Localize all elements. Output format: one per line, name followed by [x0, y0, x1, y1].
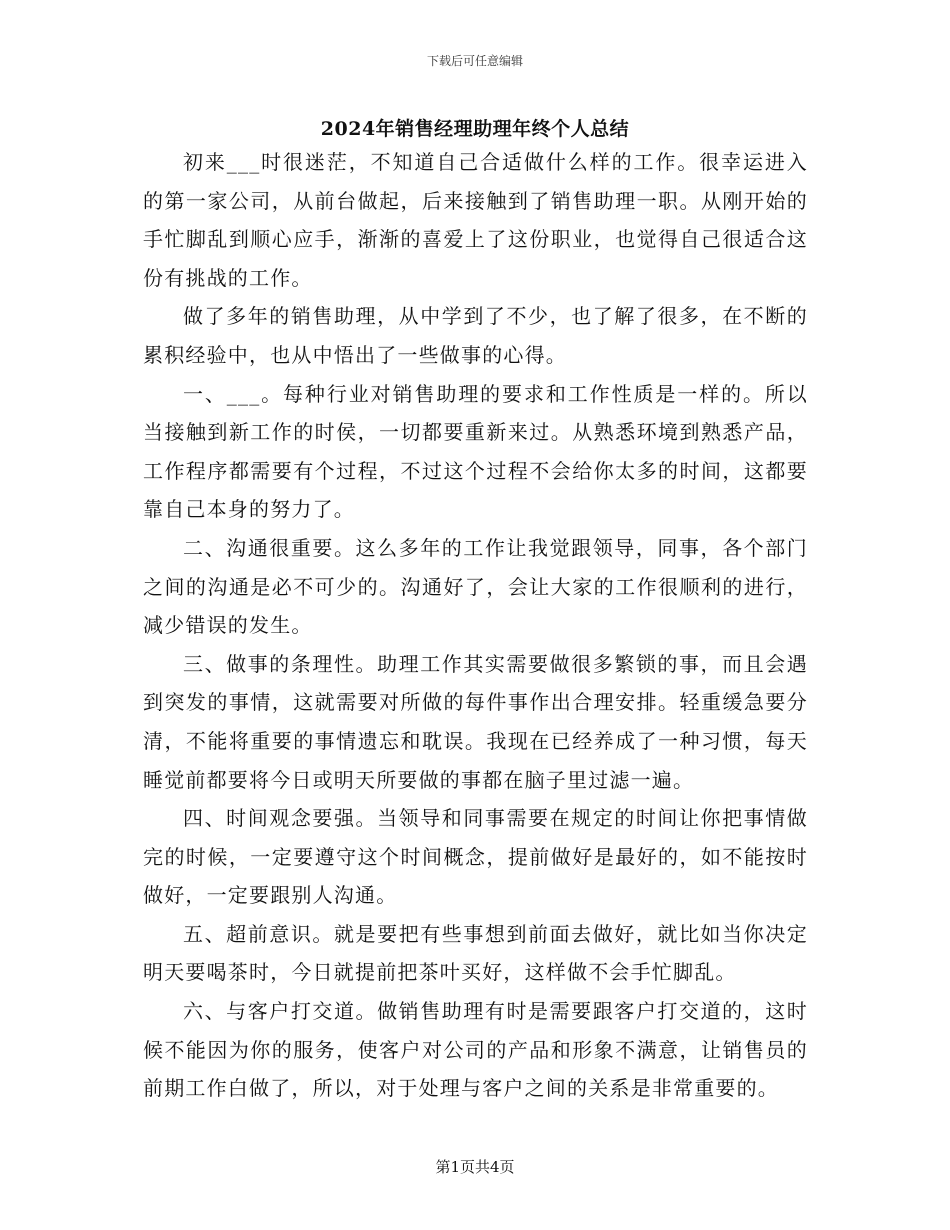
page-footer: 第1页共4页: [435, 1158, 515, 1176]
page-header: 下载后可任意编辑: [426, 54, 523, 68]
paragraph-3: 一、___。每种行业对销售助理的要求和工作性质是一样的。所以当接触到新工作的时侯，一切都要重新来过。从熟悉环境到熟悉产品，工作程序都需要有个过程，不过这个过程不会给你太多的时间，这都要靠自己本身的努力了。: [143, 381, 808, 522]
paragraph-4: 二、沟通很重要。这么多年的工作让我觉跟领导，同事，各个部门之间的沟通是必不可少的。沟通好了，会让大家的工作很顺利的进行，减少错误的发生。: [143, 535, 808, 638]
paragraph-7: 五、超前意识。就是要把有些事想到前面去做好，就比如当你决定明天要喝茶时，今日就提前把茶叶买好，这样做不会手忙脚乱。: [143, 921, 808, 985]
paragraph-2: 做了多年的销售助理，从中学到了不少，也了解了很多，在不断的累积经验中，也从中悟出了一些做事的心得。: [143, 304, 808, 367]
paragraph-6: 四、时间观念要强。当领导和同事需要在规定的时间让你把事情做完的时候，一定要遵守这个时间概念，提前做好是最好的，如不能按时做好，一定要跟别人沟通。: [143, 806, 808, 908]
paragraph-8: 六、与客户打交道。做销售助理有时是需要跟客户打交道的，这时候不能因为你的服务，使客户对公司的产品和形象不满意，让销售员的前期工作白做了，所以，对于处理与客户之间的关系是非常重要的。: [143, 999, 808, 1101]
document-title: 2024年销售经理助理年终个人总结: [320, 118, 630, 140]
paragraph-1: 初来___时很迷茫，不知道自己合适做什么样的工作。很幸运进入的第一家公司，从前台做起，后来接触到了销售助理一职。从刚开始的手忙脚乱到顺心应手，渐渐的喜爱上了这份职业，也觉得自己很适合这份有挑战的工作。: [143, 150, 808, 290]
document-body: [143, 143, 808, 1108]
paragraph-5: 三、做事的条理性。助理工作其实需要做很多繁锁的事，而且会遇到突发的事情，这就需要对所做的每件事作出合理安排。轻重缓急要分清，不能将重要的事情遗忘和耽误。我现在已经养成了一种习惯，每天睡觉前都要将今日或明天所要做的事都在脑子里过滤一遍。: [143, 651, 808, 792]
